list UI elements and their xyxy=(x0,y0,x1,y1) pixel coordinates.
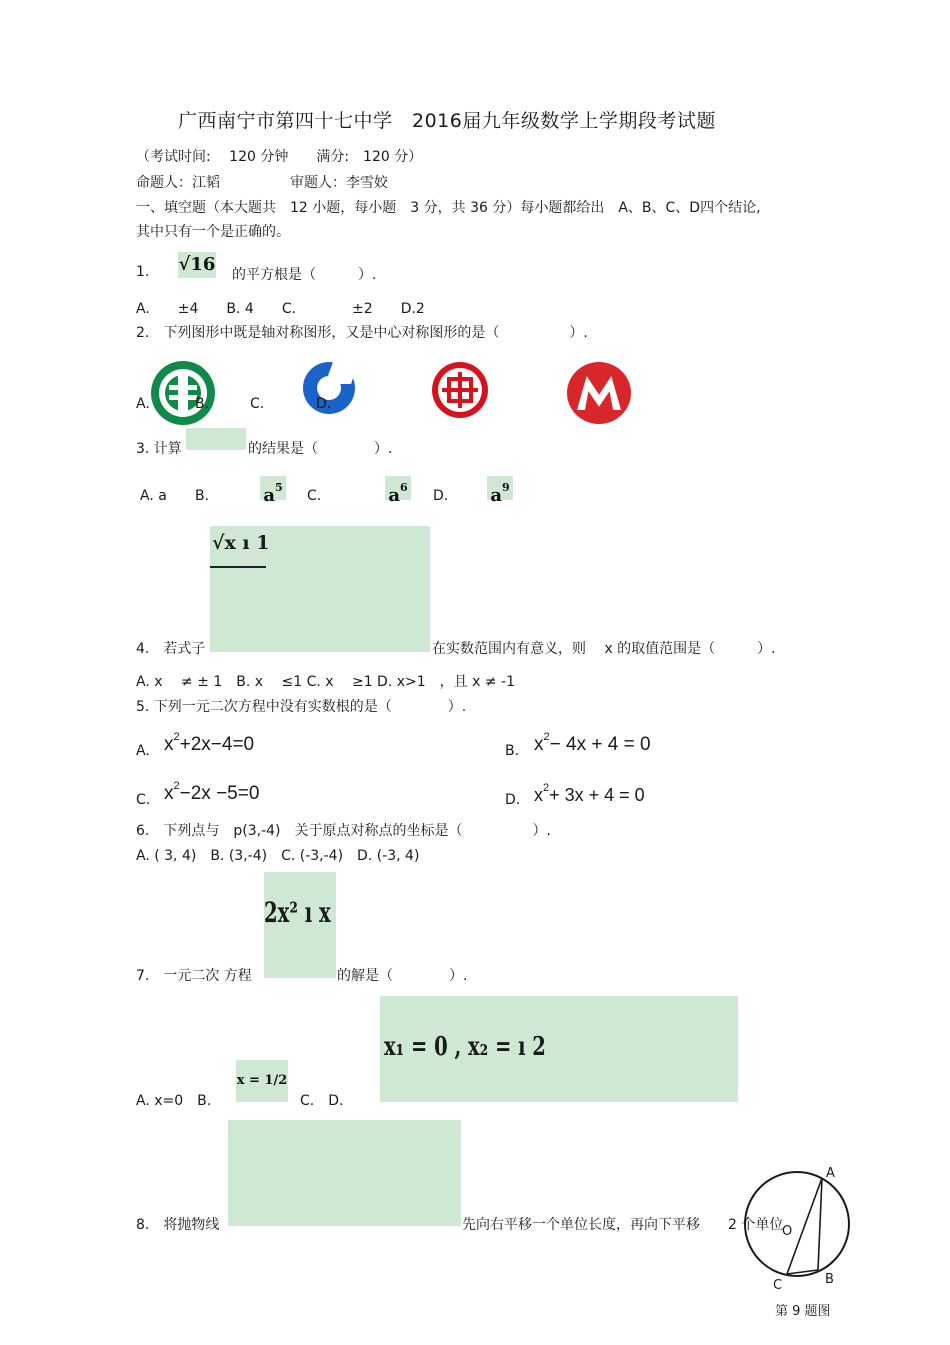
cmb-bank-logo xyxy=(567,362,631,424)
q3-expression-image xyxy=(186,428,246,450)
q7-math-d: x₁ = 0 , x₂ = ı 2 xyxy=(384,1032,546,1062)
q5-d-rest: + 3x + 4 = 0 xyxy=(549,785,645,805)
q6-options: A. ( 3, 4) B. (3,-4) C. (-3,-4) D. (-3, 4) xyxy=(136,848,420,864)
q6-stem: 6. 下列点与 p(3,-4) 关于原点对称点的坐标是（ ）. xyxy=(136,823,551,839)
q3-math-c-base: a xyxy=(388,485,400,506)
q7-math: 2x² ı x xyxy=(264,896,331,929)
q7-equation-image xyxy=(264,872,336,978)
q8-stem-suffix: 先向右平移一个单位长度，再向下平移 2 个单位 xyxy=(462,1217,784,1233)
figure9-point-b: B xyxy=(825,1272,834,1287)
q5-c-rest: −2x −5=0 xyxy=(179,783,260,804)
q2-option-d: D. xyxy=(316,396,332,412)
q5-b-rest: − 4x + 4 = 0 xyxy=(549,734,651,755)
q8-stem-prefix: 8. 将抛物线 xyxy=(136,1217,220,1233)
figure9-point-o: O xyxy=(782,1224,793,1239)
exam-authors: 命题人：江韬 审题人：李雪姣 xyxy=(136,175,388,191)
q1-number: 1. xyxy=(136,264,150,280)
q1-options: A. ±4 B. 4 C. ±2 D.2 xyxy=(136,301,425,317)
q3-option-a: A. a xyxy=(140,488,167,504)
figure9-point-c: C xyxy=(773,1278,783,1293)
q2-option-b: B. xyxy=(195,396,210,412)
q2-option-a: A. xyxy=(136,396,150,412)
exam-info: （考试时间: 120 分钟 满分: 120 分） xyxy=(136,149,423,165)
q5-option-d-label: D. xyxy=(505,792,521,808)
q3-math-d-base: a xyxy=(490,485,502,506)
q2-option-c: C. xyxy=(250,396,265,412)
q4-stem-suffix: 在实数范围内有意义，则 x 的取值范围是（ ）. xyxy=(432,641,776,657)
q3-math-c-exp: 6 xyxy=(400,481,408,494)
q3-math-d-exp: 9 xyxy=(502,481,510,494)
q5-d-exp: 2 xyxy=(543,782,550,794)
section-intro-line2: 其中只有一个是正确的。 xyxy=(136,224,290,240)
q3-option-c: C. xyxy=(307,488,322,504)
figure9-caption: 第 9 题图 xyxy=(775,1304,831,1319)
q3-stem-prefix: 3. 计算 xyxy=(136,441,182,457)
q1-math-sqrt16: √16 xyxy=(178,252,216,278)
abc-bank-logo xyxy=(151,361,215,425)
q3-option-b: B. xyxy=(195,488,210,504)
q2-stem: 2. 下列图形中既是轴对称图形，又是中心对称图形的是（ ）. xyxy=(136,325,588,341)
q3-math-b xyxy=(260,476,286,506)
q5-c-exp: 2 xyxy=(173,780,180,792)
q3-math-d xyxy=(487,476,513,506)
q7-math-b: x = 1/2 xyxy=(236,1060,288,1102)
q5-a-rest: +2x−4=0 xyxy=(179,734,255,755)
q4-stem-prefix: 4. 若式子 xyxy=(136,641,206,657)
q5-b-x: x xyxy=(534,734,544,755)
q5-option-a-equation xyxy=(164,731,254,756)
q3-math-b-base: a xyxy=(263,485,275,506)
q3-math-b-exp: 5 xyxy=(275,481,283,494)
q5-a-x: x xyxy=(164,734,174,755)
q7-stem-prefix: 7. 一元二次 方程 xyxy=(136,968,252,984)
q4-options: A. x ≠ ± 1 B. x ≤1 C. x ≥1 D. x>1 ，且 x ≠ -1 xyxy=(136,674,515,690)
q7-math-d-image xyxy=(380,996,738,1102)
q3-stem-suffix: 的结果是（ ）. xyxy=(248,441,393,457)
q5-option-c-label: C. xyxy=(136,792,151,808)
q3-option-d: D. xyxy=(433,488,449,504)
q4-math-underline xyxy=(210,566,266,568)
q7-options-prefix: A. x=0 B. xyxy=(136,1093,212,1109)
q5-b-exp: 2 xyxy=(543,731,550,743)
q8-parabola-image xyxy=(228,1120,461,1226)
q5-option-b-label: B. xyxy=(505,743,520,759)
figure9-circle-diagram xyxy=(738,1162,858,1298)
q1-stem: 的平方根是（ ）. xyxy=(232,267,377,283)
figure9-point-a: A xyxy=(826,1166,835,1181)
q5-d-x: x xyxy=(534,785,543,805)
q3-math-c xyxy=(385,476,411,506)
q4-math-sqrt: √x ı 1 xyxy=(212,532,270,554)
section-intro-line1: 一、填空题（本大题共 12 小题，每小题 3 分，共 36 分）每小题都给出 A、B、C、D四个结论, xyxy=(136,200,761,216)
q5-option-a-label: A. xyxy=(136,743,150,759)
icbc-bank-logo xyxy=(432,362,488,418)
q4-expression-image xyxy=(210,526,430,652)
q5-c-x: x xyxy=(164,783,174,804)
page-title: 广西南宁市第四十七中学 2016届九年级数学上学期段考试题 xyxy=(178,110,716,132)
q5-option-b-equation xyxy=(534,731,651,756)
q7-options-cd: C. D. xyxy=(300,1093,344,1109)
q5-option-c-equation xyxy=(164,780,259,805)
q5-a-exp: 2 xyxy=(173,731,180,743)
q5-option-d-equation xyxy=(534,782,645,806)
q7-stem-suffix: 的解是（ ）. xyxy=(337,968,468,984)
q5-stem: 5. 下列一元二次方程中没有实数根的是（ ）. xyxy=(136,699,467,715)
